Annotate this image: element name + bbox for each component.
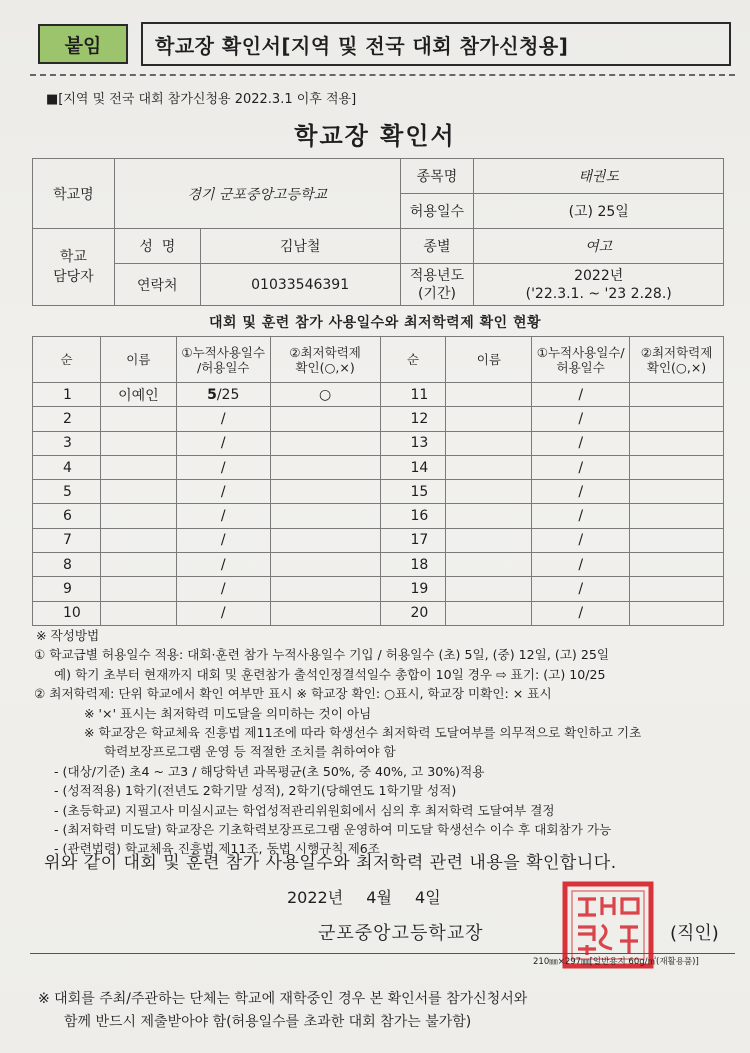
sport-value: 태권도 (474, 159, 724, 194)
used-days-cell (532, 383, 630, 407)
instruction-line: ① 학교급별 허용일수 적용: 대회·훈련 참가 누적사용일수 기입 / 허용일수 (초) 5일, (중) 12일, (고) 25일 (34, 647, 610, 663)
student-name (446, 528, 532, 552)
writing-instructions (34, 626, 734, 859)
header-title: 학교장 확인서[지역 및 전국 대회 참가신청용] (141, 22, 731, 66)
name-label: 성 명 (114, 229, 200, 264)
table-row (33, 504, 724, 528)
instruction-line: - (대상/기준) 초4 ~ 고3 / 해당학년 과목평균(초 50%, 중 40%, 고 30%)적용 (54, 763, 485, 779)
allowed-days: / (578, 435, 584, 452)
row-number: 15 (380, 480, 446, 504)
row-number: 20 (380, 601, 446, 625)
academic-check (630, 528, 724, 552)
allowed-days: / (220, 483, 226, 500)
school-value: 경기 군포중앙고등학교 (114, 159, 400, 229)
instruction-line: - (최저학력 미도달) 학교장은 기초학력보장프로그램 운영하여 미도달 학생선수 이수 후 대회참가 가능 (54, 822, 612, 838)
table-row (33, 601, 724, 625)
allowed-days: / (578, 605, 584, 622)
used-days-cell (532, 480, 630, 504)
academic-check (270, 577, 380, 601)
student-name (100, 504, 176, 528)
used-days-cell (176, 431, 270, 455)
allowed-days: / (578, 459, 584, 476)
category-value: 여고 (474, 229, 724, 264)
student-name: 이예인 (100, 383, 176, 407)
allowed-days: / (220, 605, 226, 622)
used-days-cell (532, 455, 630, 479)
academic-check (630, 601, 724, 625)
allowed-days: / (578, 386, 584, 403)
row-number: 11 (380, 383, 446, 407)
student-name (100, 455, 176, 479)
used-days-cell (532, 504, 630, 528)
year-value: 2022년 (574, 267, 624, 284)
date-year: 2022년 (287, 888, 344, 907)
academic-check (630, 383, 724, 407)
row-number: 9 (33, 577, 101, 601)
used-days-cell (176, 455, 270, 479)
used-days-cell (176, 407, 270, 431)
student-name (446, 504, 532, 528)
footer-line: ※ 대회를 주최/주관하는 단체는 학교에 재학중인 경우 본 확인서를 참가신청서와 (38, 991, 528, 1007)
academic-check (270, 431, 380, 455)
used-days-cell (532, 528, 630, 552)
used-days-cell (176, 601, 270, 625)
used-days-cell (532, 577, 630, 601)
allowed-days: / (220, 581, 226, 598)
footer-divider (30, 953, 735, 954)
row-number: 18 (380, 553, 446, 577)
instruction-line: - (관련법령) 학교체육 진흥법 제11조, 동법 시행규칙 제6조 (54, 841, 380, 857)
applicability-note: ■[지역 및 전국 대회 참가신청용 2022.3.1 이후 적용] (46, 92, 357, 107)
allowed-days: /25 (216, 386, 240, 403)
period-value: ('22.3.1. ~ '23 2.28.) (525, 285, 672, 302)
used-days-cell (176, 553, 270, 577)
table-row (33, 383, 724, 407)
student-name (446, 553, 532, 577)
academic-check (270, 528, 380, 552)
col-used-header: ①누적사용일수 /허용일수 (176, 337, 270, 383)
row-number: 1 (33, 383, 101, 407)
instruction-line: ② 최저학력제: 단위 학교에서 확인 여부만 표시 ※ 학교장 확인: ○표시, 학교장 미확인: × 표시 (34, 686, 552, 702)
attachment-badge: 붙임 (38, 24, 128, 64)
academic-check (630, 431, 724, 455)
used-days-cell (176, 480, 270, 504)
student-name (446, 577, 532, 601)
allowed-days: / (578, 532, 584, 549)
row-number: 14 (380, 455, 446, 479)
used-days-cell (532, 601, 630, 625)
table-row (33, 480, 724, 504)
submission-note (38, 988, 728, 1034)
instruction-line: ※ 작성방법 (36, 628, 100, 643)
col-used-header-right: ①누적사용일수/ 허용일수 (532, 337, 630, 383)
student-name (446, 455, 532, 479)
allowed-days: / (578, 581, 584, 598)
contact-value: 01033546391 (200, 264, 400, 306)
row-number: 8 (33, 553, 101, 577)
row-number: 5 (33, 480, 101, 504)
table-row (33, 407, 724, 431)
row-number: 3 (33, 431, 101, 455)
instruction-line: ※ 학교장은 학교체육 진흥법 제11조에 따라 학생선수 최저학력 도달여부를 의무적으로 확인하고 기초 (84, 725, 642, 741)
table-row (33, 553, 724, 577)
days-value: (고) 25일 (474, 194, 724, 229)
instruction-line: ※ '×' 표시는 최저학력 미도달을 의미하는 것이 아님 (84, 705, 372, 721)
used-days-cell (532, 553, 630, 577)
paper-spec: 210㎜×297㎜[일반용지 60g/㎡(재활용품)] (533, 957, 699, 967)
allowed-days: / (220, 435, 226, 452)
academic-check (270, 480, 380, 504)
document-title: 학교장 확인서 (294, 122, 456, 150)
allowed-days: / (220, 459, 226, 476)
student-name (100, 553, 176, 577)
dashed-divider (30, 74, 735, 76)
col-academic-header: ②최저학력제 확인(○,×) (270, 337, 380, 383)
row-number: 10 (33, 601, 101, 625)
academic-check (270, 601, 380, 625)
table-row (33, 528, 724, 552)
allowed-days: / (220, 556, 226, 573)
allowed-days: / (578, 508, 584, 525)
table-row (33, 577, 724, 601)
footer-line: 함께 반드시 제출받아야 함(허용일수를 초과한 대회 참가는 불가함) (64, 1014, 472, 1030)
used-days-cell (532, 407, 630, 431)
academic-check (270, 455, 380, 479)
info-table (32, 158, 724, 306)
col-name-header-right: 이름 (446, 337, 532, 383)
col-num-header-right: 순 (380, 337, 446, 383)
academic-check (630, 455, 724, 479)
instruction-line: 학력보장프로그램 운영 등 적절한 조치를 취하여야 함 (104, 744, 396, 760)
allowed-days: / (220, 508, 226, 525)
used-days-cell (176, 383, 270, 407)
used-days-cell (532, 431, 630, 455)
col-num-header: 순 (33, 337, 101, 383)
student-name (100, 601, 176, 625)
academic-check (630, 553, 724, 577)
student-name (446, 601, 532, 625)
status-title: 대회 및 훈련 참가 사용일수와 최저학력제 확인 현황 (208, 315, 542, 331)
used-days-cell (176, 577, 270, 601)
allowed-days: / (220, 532, 226, 549)
academic-check (630, 480, 724, 504)
student-name (100, 577, 176, 601)
col-name-header: 이름 (100, 337, 176, 383)
student-name (446, 480, 532, 504)
manager-label: 학교 담당자 (33, 229, 115, 306)
school-label: 학교명 (33, 159, 115, 229)
academic-check (270, 553, 380, 577)
student-name (446, 383, 532, 407)
name-value: 김남철 (200, 229, 400, 264)
used-days-cell (176, 528, 270, 552)
used-days: 5 (207, 386, 217, 403)
date-day: 4일 (415, 888, 441, 907)
confirmation-statement: 위와 같이 대회 및 훈련 참가 사용일수와 최저학력 관련 내용을 확인합니다. (44, 853, 617, 873)
instruction-line: - (초등학교) 지필고사 미실시교는 학업성적관리위원회에서 심의 후 최저학력 도달여부 결정 (54, 802, 555, 818)
row-number: 12 (380, 407, 446, 431)
student-name (446, 407, 532, 431)
date-month: 4월 (366, 888, 392, 907)
row-number: 7 (33, 528, 101, 552)
col-academic-header-right: ②최저학력제 확인(○,×) (630, 337, 724, 383)
table-row (33, 431, 724, 455)
row-number: 6 (33, 504, 101, 528)
academic-check (270, 407, 380, 431)
student-name (446, 431, 532, 455)
seal-label: (직인) (670, 923, 719, 944)
category-label: 종별 (400, 229, 474, 264)
academic-check (630, 504, 724, 528)
student-name (100, 528, 176, 552)
academic-check (630, 577, 724, 601)
instruction-line: 예) 학기 초부터 현재까지 대회 및 훈련참가 출석인정결석일수 총합이 10일 경우 ⇨ 표기: (고) 10/25 (54, 666, 606, 682)
row-number: 19 (380, 577, 446, 601)
student-name (100, 407, 176, 431)
student-name (100, 480, 176, 504)
student-name (100, 431, 176, 455)
row-number: 2 (33, 407, 101, 431)
year-cell (474, 264, 724, 306)
row-number: 13 (380, 431, 446, 455)
academic-check (630, 407, 724, 431)
used-days-cell (176, 504, 270, 528)
allowed-days: / (578, 483, 584, 500)
allowed-days: / (220, 410, 226, 427)
academic-check: ○ (270, 383, 380, 407)
row-number: 17 (380, 528, 446, 552)
allowed-days: / (578, 556, 584, 573)
row-number: 4 (33, 455, 101, 479)
year-label: 적용년도 (기간) (400, 264, 474, 306)
allowed-days: / (578, 410, 584, 427)
contact-label: 연락처 (114, 264, 200, 306)
instruction-line: - (성적적용) 1학기(전년도 2학기말 성적), 2학기(당해연도 1학기말 성적) (54, 783, 457, 799)
table-row (33, 455, 724, 479)
sport-label: 종목명 (400, 159, 474, 194)
days-label: 허용일수 (400, 194, 474, 229)
participation-table (32, 336, 724, 626)
issue-date (287, 885, 441, 908)
academic-check (270, 504, 380, 528)
row-number: 16 (380, 504, 446, 528)
principal-signature: 군포중앙고등학교장 (318, 923, 484, 944)
